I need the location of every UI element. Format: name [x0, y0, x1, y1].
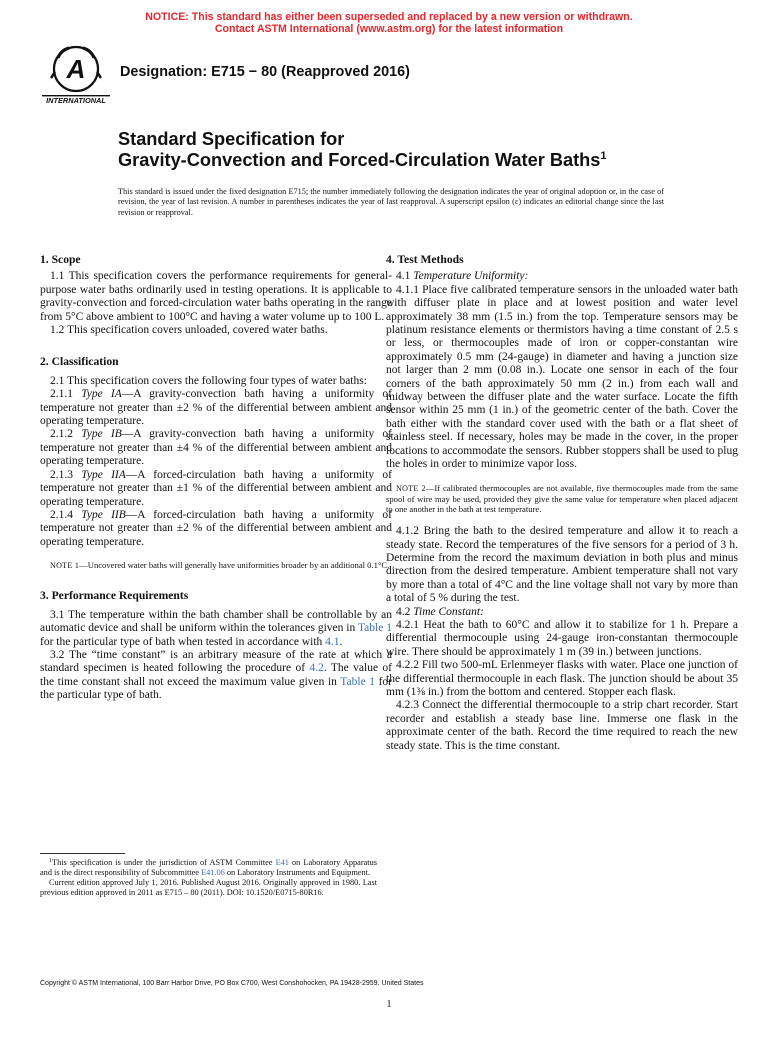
footnote-edition: Current edition approved July 1, 2016. Published August 2016. Originally approved in 1980. Last previous edition approved in 2011 as E715 – 80 (2011). DOI: 10.1520/E0715-80R16. — [40, 878, 377, 898]
para-4-2-2: 4.2.2 Fill two 500-mL Erlenmeyer flasks with water. Place one junction of the differential thermocouple in each flask. The junction should be about 35 mm (1⅜ in.) from the bottom and centered. Stopper each flask. — [386, 659, 738, 698]
svg-text:A: A — [66, 54, 86, 84]
subsection-title: Time Constant: — [413, 605, 484, 618]
para-num: 2.1.3 — [50, 468, 82, 481]
para-num: 2.1.1 — [50, 388, 82, 401]
title-line-2-text: Gravity-Convection and Forced-Circulation Water Baths — [118, 150, 601, 170]
section-4-1-link[interactable]: 4.1 — [325, 635, 340, 648]
para-2-1-3 — [40, 469, 392, 509]
note-text: —If calibrated thermocouples are not available, five thermocouples made from the same spool of wire may be used, provided they give the same value for temperature when placed adjacent to one another in the bath at test temperature. — [386, 482, 738, 514]
footnote-text: on Laboratory Instruments and Equipment. — [224, 868, 370, 878]
title-line-1: Standard Specification for — [118, 129, 345, 149]
para-3-2 — [40, 649, 392, 703]
section-performance-heading: 3. Performance Requirements — [40, 589, 189, 603]
type-label: Type IB — [81, 428, 122, 441]
withdrawal-notice — [0, 11, 778, 35]
document-title — [118, 129, 738, 171]
logo-text: INTERNATIONAL — [46, 96, 106, 105]
para-text: —A forced-circulation bath having a uniformity of temperature not greater than ±1 % of the differential between ambient and operating temperature. — [40, 468, 393, 508]
para-3-1 — [40, 609, 392, 649]
note-text: —Uncovered water baths will generally have uniformities broader by an additional 0.1°C. — [79, 560, 390, 571]
committee-e41-link[interactable]: E41 — [275, 858, 289, 867]
footnote-divider — [40, 853, 125, 854]
para-4-2-3: 4.2.3 Connect the differential thermocouple to a strip chart recorder. Start recorder and establish a steady base line. Immerse one flask in the approximate center of the bath. Record the time required to reach the new steady state. This is the time constant. — [386, 699, 738, 752]
para-2-1-4 — [40, 509, 392, 549]
para-num: 2.1.4 — [50, 508, 82, 521]
footnote — [40, 858, 377, 898]
para-4-2-1: 4.2.1 Heat the bath to 60°C and allow it to stabilize for 1 h. Prepare a differential thermocouple using 24-gauge iron-constantan thermocouple wire. There should be approximately 1 m (39 in.) between junctions. — [386, 618, 738, 658]
para-4-1-1: 4.1.1 Place five calibrated temperature sensors in the unloaded water bath with diffuser plate in place and at lowest position and water level approximately 38 mm (1.5 in.) from the top. Temperature sensors may be platinum resistance elements or thermistors having a time constant of 2.5 s or less, or thermocouples made of iron or copper-constantan wire approximately 0.5 mm (24-gauge) in diameter and having a junction size not larger than 2 mm (0.08 in.). Locate one sensor in each of the four corners of the bath approximately 50 mm (2 in.) from each wall and midway between the diffuser plate and the water surface. Locate the fifth sensor within 25 mm (1 in.) of the geometric center of the bath. Cover the bath either with the standard cover used with the bath or a flat sheet of stainless steel. If necessary, holes may be made in the cover, in the proper locations to accommodate the sensors. Rubber stoppers shall be used to plug the holes in order to minimize vapor loss. — [386, 283, 738, 471]
type-label: Type IIB — [81, 508, 126, 521]
para-num: 4.2 — [396, 605, 414, 618]
subsection-title: Temperature Uniformity: — [413, 270, 529, 283]
para-text: —A gravity-convection bath having a uniformity of temperature not greater than ±2 % of the differential between ambient and operating temperature. — [40, 388, 393, 428]
right-column — [386, 253, 738, 753]
footnote-1 — [40, 858, 377, 878]
table-1-link[interactable]: Table 1 — [357, 622, 392, 635]
para-4-2 — [386, 606, 738, 619]
para-text: 3.2 The “time constant” is an arbitrary measure of the rate at which a standard specimen is heated following the procedure of — [40, 648, 392, 675]
para-4-1-2: 4.1.2 Bring the bath to the desired temperature and allow it to reach a steady state. Record the temperatures of the five sensors for a period of 3 h. Determine from the record the maximum deviation in both plus and minus direction from the desired temperature. Ambient temperature shall not vary by more than a total of 4°C and the line voltage shall not vary by more than a total of 5 % during the test. — [386, 525, 738, 605]
para-text: for the particular type of bath when tested in accordance with — [40, 635, 326, 648]
note-1 — [40, 560, 392, 571]
para-2-1-2 — [40, 428, 392, 468]
para-1-2: 1.2 This specification covers unloaded, covered water baths. — [50, 324, 328, 337]
type-label: Type IIA — [81, 468, 126, 481]
notice-line-1: NOTICE: This standard has either been superseded and replaced by a new version or withdrawn. — [145, 11, 633, 23]
left-column — [40, 253, 392, 703]
para-num: 2.1.2 — [50, 428, 82, 441]
para-text: 3.1 The temperature within the bath chamber shall be controllable by an automatic device and shall be uniform within the tolerances given in — [40, 608, 392, 635]
para-text: —A forced-circulation bath having a uniformity of temperature not greater than ±2 % of the differential between ambient and operating temperature. — [40, 508, 393, 548]
subcommittee-e41-06-link[interactable]: E41.06 — [201, 868, 225, 878]
note-2 — [386, 483, 738, 515]
title-footnote-ref[interactable]: 1 — [600, 150, 607, 162]
para-1-1: 1.1 This specification covers the performance requirements for general-purpose water baths ordinarily used in testing operations. It is applicable to gravity-convection and forced-circulation water baths operating in the range from 5°C above ambient to 100°C and having a water volume up to 100 L. — [40, 270, 392, 323]
section-4-2-link[interactable]: 4.2 — [309, 662, 324, 675]
section-test-methods-heading: 4. Test Methods — [386, 253, 464, 266]
para-text: . — [339, 635, 343, 648]
copyright: Copyright © ASTM International, 100 Barr Harbor Drive, PO Box C700, West Conshohocken, PA 19428-2959. United States — [40, 980, 424, 987]
para-2-1-1 — [40, 388, 392, 428]
note-label: NOTE 1 — [50, 561, 80, 571]
para-2-1: 2.1 This specification covers the following four types of water baths: — [50, 374, 367, 387]
para-text: for the particular type of bath. — [40, 675, 392, 702]
footnote-text: This specification is under the jurisdiction of ASTM Committee — [52, 858, 276, 867]
para-text: —A gravity-convection bath having a uniformity of temperature not greater than ±4 % of the differential between ambient and operating temperature. — [40, 428, 393, 468]
note-label: NOTE 2 — [396, 483, 426, 493]
page-number: 1 — [386, 999, 392, 1010]
type-label: Type IA — [81, 388, 122, 401]
astm-logo-icon — [41, 44, 111, 106]
para-4-1 — [386, 270, 738, 283]
section-classification-heading: 2. Classification — [40, 355, 119, 369]
footnote-text: on Laboratory Apparatus and is the direct responsibility of Subcommittee — [40, 858, 377, 878]
para-text: . The value of the time constant shall not exceed the maximum value given in — [40, 662, 393, 688]
title-line-2 — [118, 150, 738, 171]
para-num: 4.1 — [396, 270, 414, 283]
section-scope-heading: 1. Scope — [40, 253, 81, 266]
footnote-marker: 1 — [49, 858, 52, 864]
issue-note: This standard is issued under the fixed designation E715; the number immediately following the designation indicates the year of original adoption or, in the case of revision, the year of last revision. A number in parentheses indicates the year of last reapproval. A superscript epsilon (ε) indicates an editorial change since the last revision or reapproval. — [118, 187, 664, 217]
notice-line-2: Contact ASTM International (www.astm.org) for the latest information — [214, 23, 564, 35]
table-1-link[interactable]: Table 1 — [340, 675, 375, 688]
designation: Designation: E715 − 80 (Reapproved 2016) — [120, 64, 410, 80]
